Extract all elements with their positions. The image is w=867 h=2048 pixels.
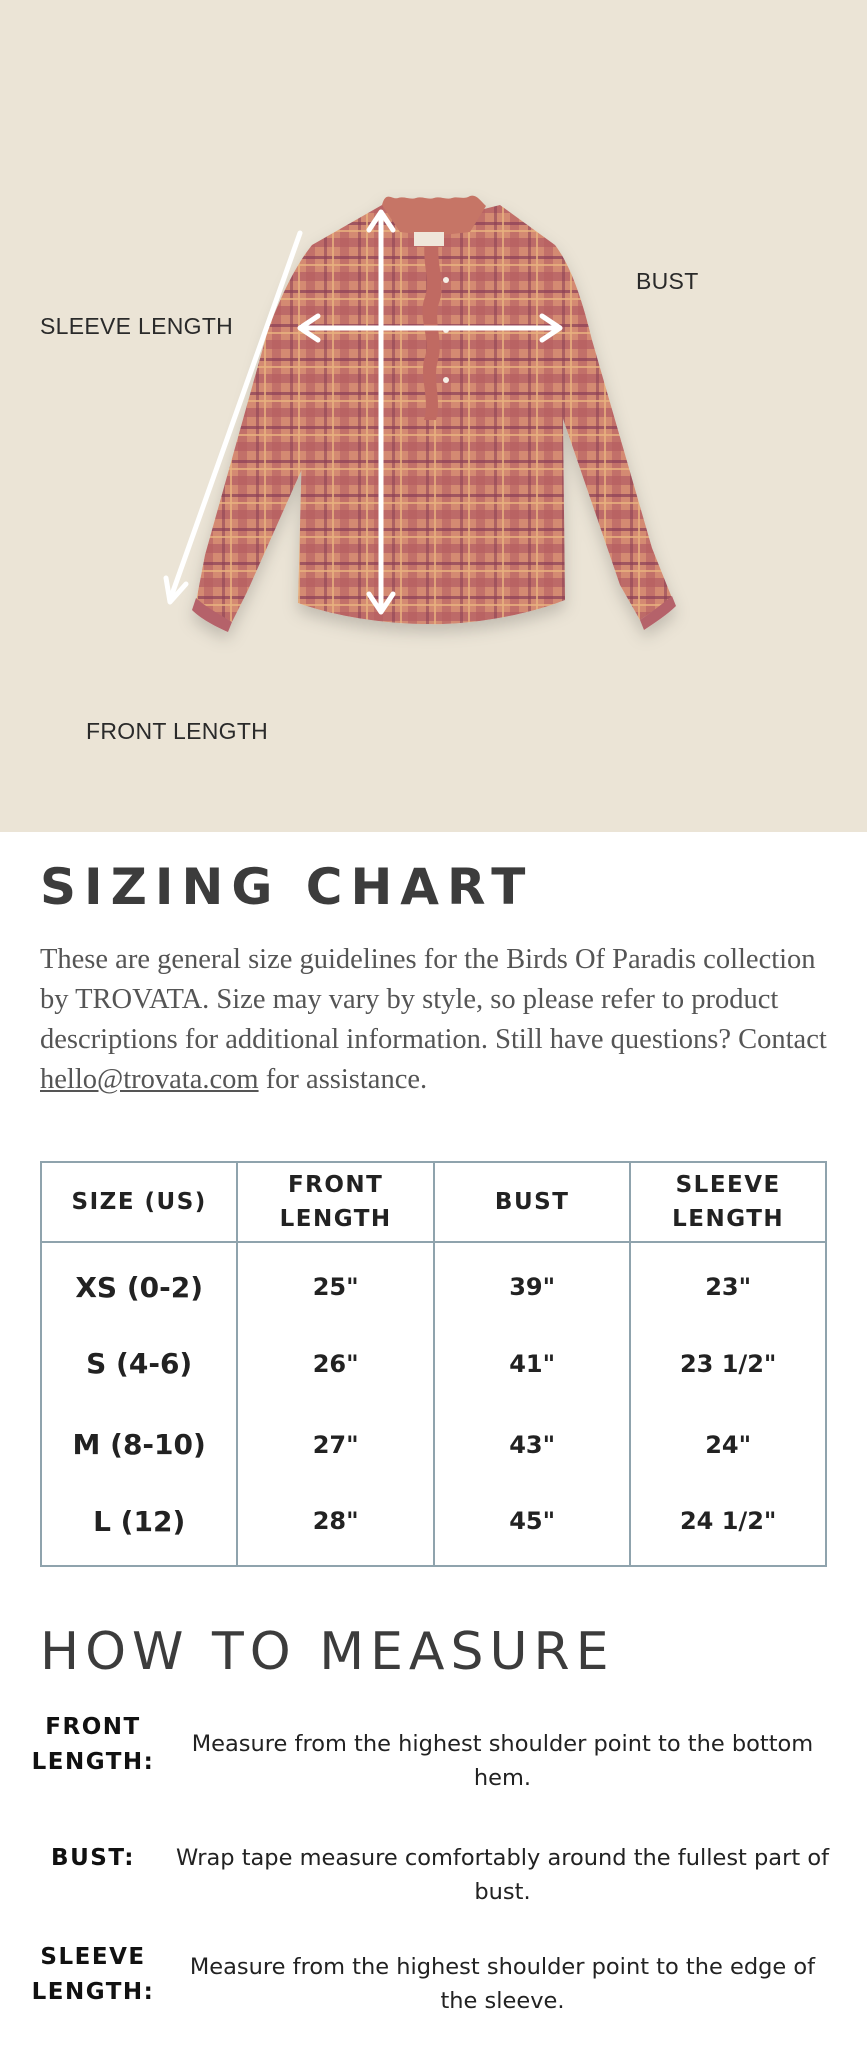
bust-cell: 41" [434,1323,630,1404]
contact-email-link[interactable]: hello@trovata.com [40,1064,259,1095]
header-front-length: FRONT LENGTH [237,1162,434,1242]
size-cell: M (8-10) [72,1428,206,1461]
front-length-cell: 25" [237,1242,434,1323]
front-length-cell: 26" [237,1323,434,1404]
header-sleeve-length: SLEEVE LENGTH [630,1162,826,1242]
sleeve-length-cell: 24" [630,1404,826,1485]
measure-term: FRONT LENGTH: [31,1714,155,1775]
size-cell: S (4-6) [86,1347,193,1380]
measure-term: BUST: [51,1845,135,1871]
shirt-illustration [192,196,676,632]
measure-term: SLEEVE LENGTH: [31,1944,155,2005]
bust-cell: 45" [434,1485,630,1566]
sleeve-length-cell: 23" [630,1242,826,1323]
intro-text-before: These are general size guidelines for the Birds Of Paradis collection by TROVATA. Size may vary by style, so please refer to product descriptions for additional information. Still have questions? Contact [40,944,827,1055]
table-row [41,1404,826,1485]
table-row [41,1323,826,1404]
table-row [41,1485,826,1566]
bust-label: BUST [636,268,699,294]
bust-cell: 43" [434,1404,630,1485]
front-length-cell: 27" [237,1404,434,1485]
sleeve-length-cell: 24 1/2" [630,1485,826,1566]
size-table [40,1161,827,1567]
sizing-intro-text [40,940,840,1100]
sleeve-length-cell: 23 1/2" [630,1323,826,1404]
size-cell: XS (0-2) [75,1270,204,1304]
measure-description: Measure from the highest shoulder point to the edge of the sleeve. [189,1954,816,2014]
size-cell: L (12) [93,1504,186,1538]
intro-text-after: for assistance. [258,1064,428,1095]
header-size: SIZE (US) [41,1162,237,1242]
bust-cell: 39" [434,1242,630,1323]
shirt-diagram [0,0,867,832]
front-length-cell: 28" [237,1485,434,1566]
front-length-label: FRONT LENGTH [86,718,269,744]
header-bust: BUST [434,1162,630,1242]
table-row [41,1242,826,1323]
size-table-header-row [41,1162,826,1242]
measure-description: Wrap tape measure comfortably around the fullest part of bust. [175,1845,830,1905]
sizing-chart-title: SIZING CHART [40,858,534,916]
measure-description: Measure from the highest shoulder point to the bottom hem. [191,1731,814,1791]
how-to-measure-title: HOW TO MEASURE [40,1622,615,1682]
hero-image-panel [0,0,867,832]
sleeve-length-label: SLEEVE LENGTH [40,313,234,339]
